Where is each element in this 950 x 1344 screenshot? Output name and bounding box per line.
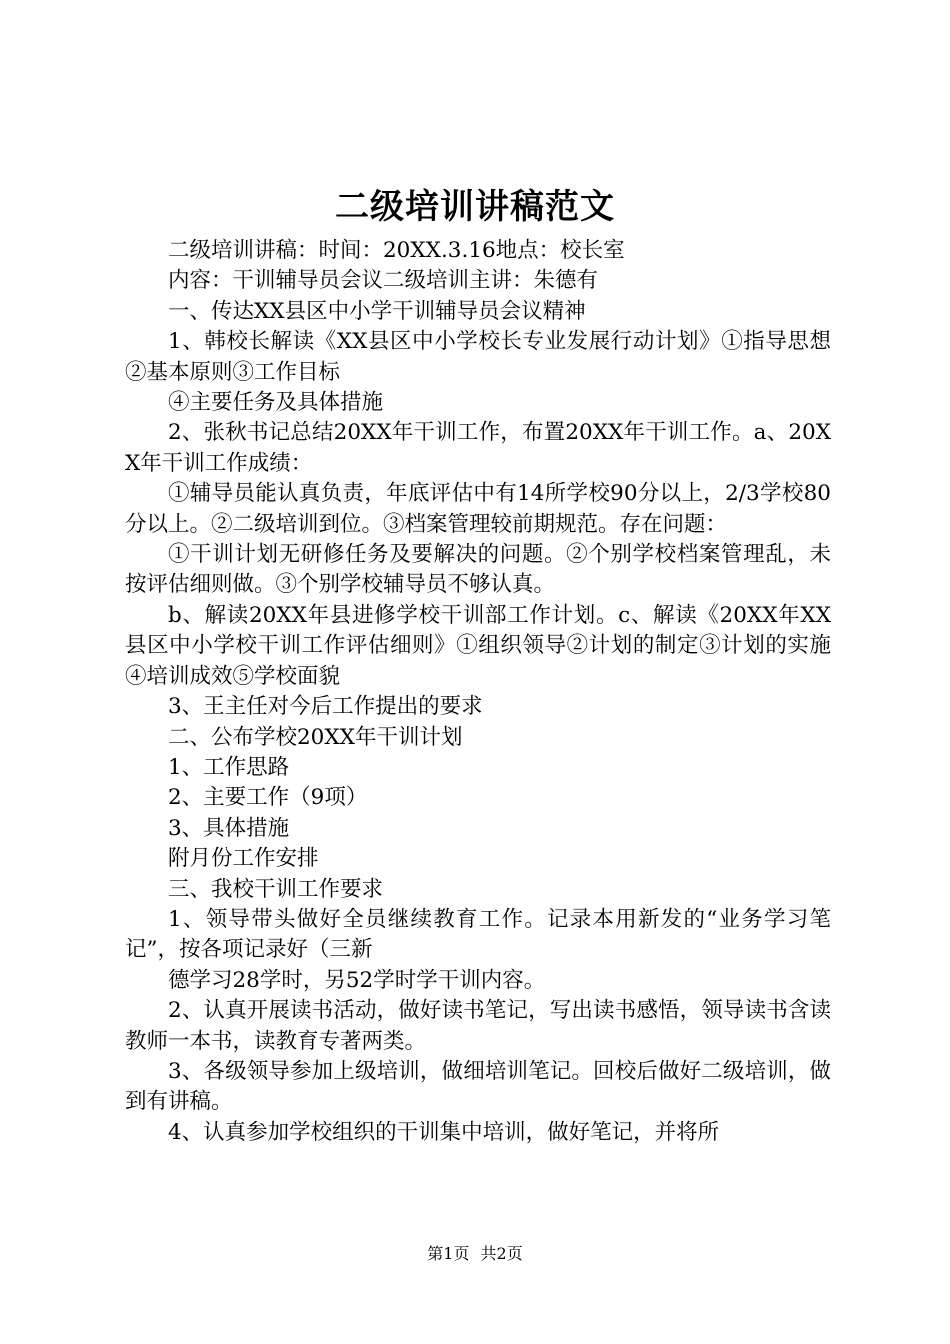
page-footer xyxy=(0,1243,950,1265)
paragraph: b、解读20XX年县进修学校干训部工作计划。c、解读《20XX年XX县区中小学校干训工作评估细则》①组织领导②计划的制定③计划的实施④培训成效⑤学校面貌 xyxy=(125,602,831,689)
paragraph: 附月份工作安排 xyxy=(168,846,319,872)
paragraph: 1、工作思路 xyxy=(168,754,290,780)
paragraph: 三、我校干训工作要求 xyxy=(168,876,384,902)
paragraph: 4、认真参加学校组织的干训集中培训，做好笔记，并将所 xyxy=(168,1119,720,1145)
document-title: 二级培训讲稿范文 xyxy=(335,187,615,227)
paragraph: 3、各级领导参加上级培训，做细培训笔记。回校后做好二级培训，做到有讲稿。 xyxy=(125,1058,831,1115)
paragraph: 2、张秋书记总结20XX年干训工作，布置20XX年干训工作。a、20XX年干训工作成绩： xyxy=(125,420,831,476)
paragraph: 2、认真开展读书活动，做好读书笔记，写出读书感悟，领导读书含读教师一本书，读教育专著两类。 xyxy=(125,998,831,1054)
paragraph: 1、领导带头做好全员继续教育工作。记录本用新发的“业务学习笔记”，按各项记录好（三新 xyxy=(125,906,831,963)
paragraph: 二、公布学校20XX年干训计划 xyxy=(168,724,463,750)
paragraph: ①干训计划无研修任务及要解决的问题。②个别学校档案管理乱，未按评估细则做。③个别学校辅导员不够认真。 xyxy=(125,542,831,598)
paragraph: 1、韩校长解读《XX县区中小学校长专业发展行动计划》①指导思想②基本原则③工作目标 xyxy=(125,329,831,385)
paragraph: ④主要任务及具体措施 xyxy=(168,390,384,416)
paragraph: 3、王主任对今后工作提出的要求 xyxy=(168,694,483,720)
page-total: 共2页 xyxy=(480,1244,523,1263)
paragraph: 德学习28学时，另52学时学干训内容。 xyxy=(168,967,546,993)
paragraph: ①辅导员能认真负责，年底评估中有14所学校90分以上，2/3学校80分以上。②二级培训到位。③档案管理较前期规范。存在问题： xyxy=(125,481,831,537)
paragraph: 内容：干训辅导员会议二级培训主讲：朱德有 xyxy=(168,268,599,294)
paragraph: 一、传达XX县区中小学干训辅导员会议精神 xyxy=(168,298,586,324)
paragraph: 二级培训讲稿：时间：20XX.3.16地点：校长室 xyxy=(168,238,625,263)
page-number: 第1页 xyxy=(427,1244,470,1263)
document-body xyxy=(125,236,831,1148)
paragraph: 3、具体措施 xyxy=(168,815,290,841)
paragraph: 2、主要工作（9项） xyxy=(168,785,368,811)
